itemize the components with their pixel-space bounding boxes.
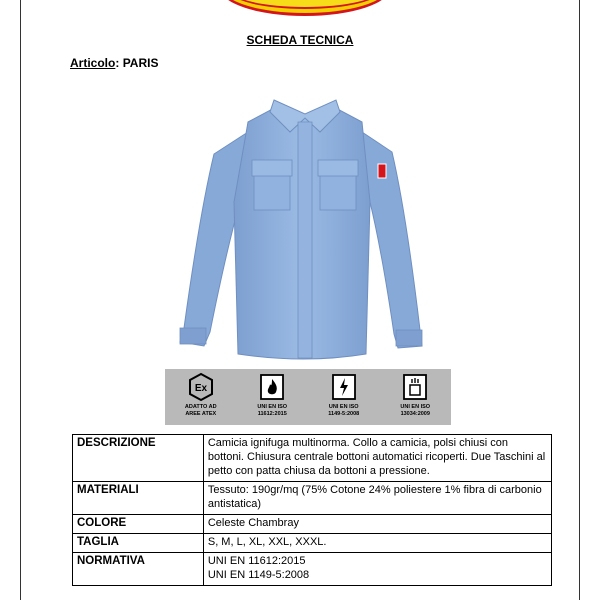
cert-13034-line-2: 13034:2009 (400, 411, 430, 417)
certification-band (165, 369, 451, 425)
cert-1149 (310, 372, 378, 418)
spec-label-taglia: TAGLIA (73, 534, 204, 553)
shirt-left-cuff (180, 328, 206, 344)
document-title: SCHEDA TECNICA (246, 33, 354, 47)
table-row (73, 515, 552, 534)
article-label: Articolo (70, 56, 116, 70)
spec-value-normativa (203, 553, 551, 586)
brand-logo-inner (229, 0, 381, 9)
electric-arc-icon (330, 372, 358, 402)
cert-1149-text (328, 404, 359, 418)
shirt-right-sleeve (362, 132, 422, 348)
article-separator: : (115, 56, 120, 70)
spec-value-descrizione (203, 435, 551, 482)
cert-atex-line-1: ADATTO AD (184, 404, 217, 410)
table-row (73, 435, 552, 482)
cert-atex-line-2: AREE ATEX (185, 411, 217, 417)
product-image (170, 92, 440, 364)
article-name: PARIS (122, 56, 159, 70)
article-line (70, 56, 158, 70)
spec-label-descrizione: DESCRIZIONE (73, 435, 204, 482)
spec-value-colore (203, 515, 551, 534)
spec-label-colore: COLORE (73, 515, 204, 534)
shirt-sleeve-patch (378, 164, 386, 178)
cert-13034-text (400, 404, 430, 418)
flame-protection-icon (258, 372, 286, 402)
cert-11612-line-2: 11612:2015 (257, 411, 287, 417)
cert-13034 (381, 372, 449, 418)
spec-value-line: Tessuto: 190gr/mq (75% Cotone 24% poliestere 1% fibra di carbonio antistatica) (207, 484, 542, 510)
cert-atex-text (185, 404, 217, 418)
spec-value-line: Celeste Chambray (207, 517, 299, 529)
cert-11612 (238, 372, 306, 418)
spec-value-line: UNI EN 1149-5:2008 (207, 569, 310, 581)
cert-13034-line-1: UNI EN ISO (400, 404, 431, 410)
spec-value-line: UNI EN 11612:2015 (207, 555, 306, 567)
spec-table (72, 434, 552, 586)
svg-text:Ex: Ex (194, 383, 207, 394)
shirt-placket (298, 122, 312, 358)
cert-1149-line-2: 1149-5:2008 (328, 411, 360, 417)
spec-value-materiali (203, 482, 551, 515)
cert-11612-line-1: UNI EN ISO (257, 404, 288, 410)
spec-label-materiali: MATERIALI (73, 482, 204, 515)
spec-value-line: S, M, L, XL, XXL, XXXL. (207, 536, 327, 548)
cert-11612-text (257, 404, 287, 418)
shirt-illustration (170, 92, 440, 364)
ex-atex-icon (187, 372, 215, 402)
spec-value-taglia (203, 534, 551, 553)
table-row (73, 482, 552, 515)
table-row (73, 553, 552, 586)
table-row (73, 534, 552, 553)
cert-1149-line-1: UNI EN ISO (328, 404, 359, 410)
shirt-left-pocket-flap (252, 160, 292, 176)
shirt-right-pocket-flap (318, 160, 358, 176)
shirt-right-cuff (396, 330, 422, 346)
cert-atex (167, 372, 235, 418)
spec-value-line: Camicia ignifuga multinorma. Collo a camicia, polsi chiusi con bottoni. Chiusura centrale bottoni automatici ricoperti. Due Taschini al petto con patta chiusa da bottoni a pressione. (207, 437, 546, 477)
spec-label-normativa: NORMATIVA (73, 553, 204, 586)
welding-icon (401, 372, 429, 402)
